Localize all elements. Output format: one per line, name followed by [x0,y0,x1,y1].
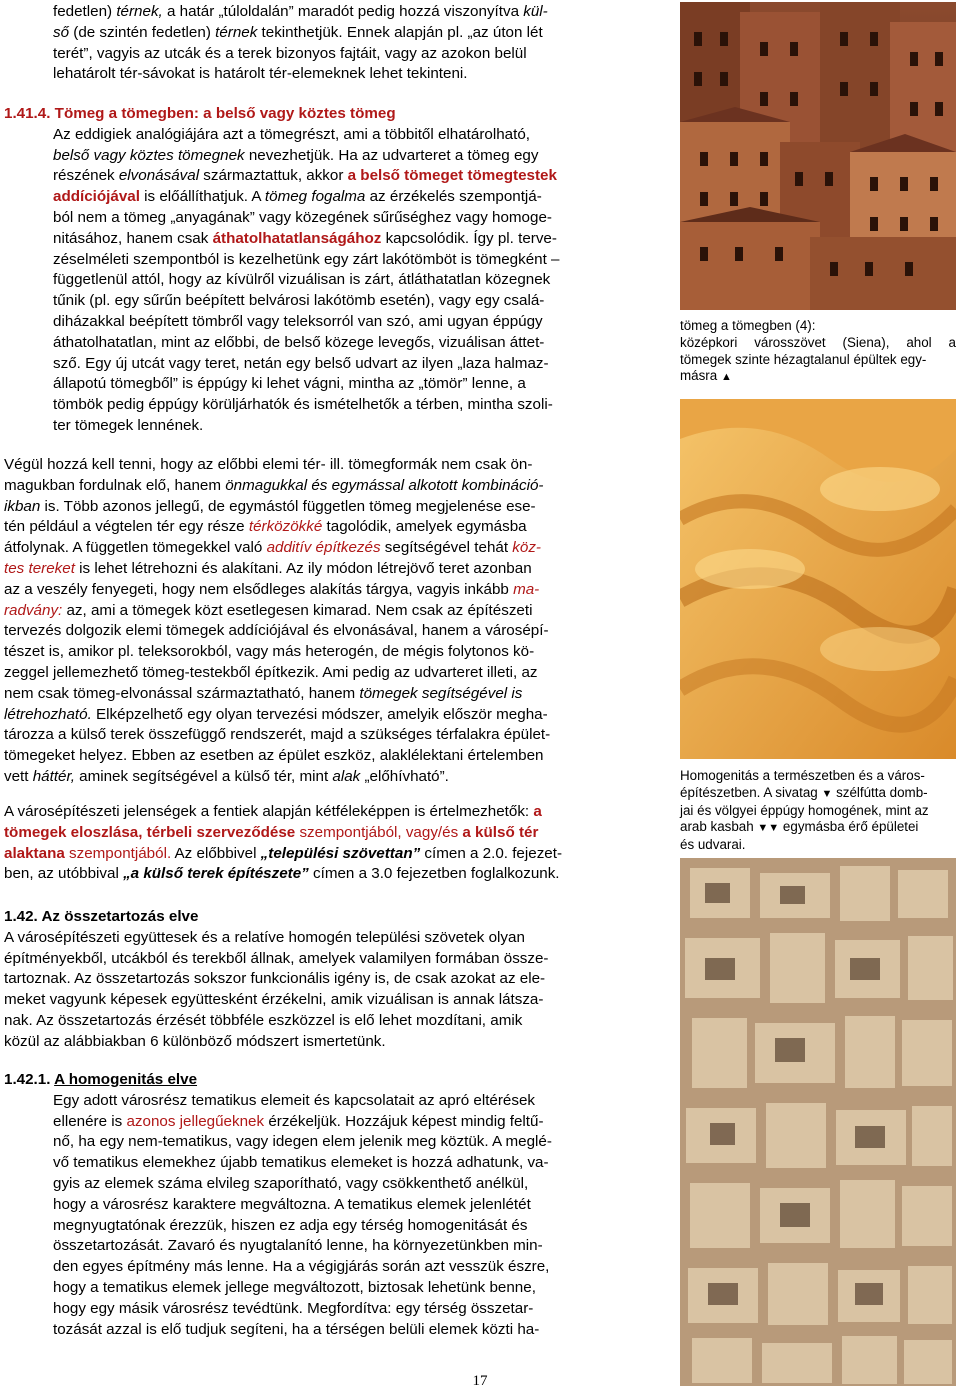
desert-dunes-photo [680,399,956,759]
triangle-down-icon: ▼ [821,787,833,800]
triangle-up-icon: ▲ [720,371,732,384]
paragraph-interpretation: A városépítészeti jelenségek a fentiek alapján kétféleképpen is értelmezhetők: a tömegek eloszlása, térbeli szerveződése szempontjából, vagy/és a külső tér alaktana szempontjából. Az előbbivel „települési szövettan” címen a 2.0. fejezet- ben, az utóbbival „a külső terek építészete” címen a 3.0 fejezetben foglalkozunk. [4,803,563,883]
double-triangle-down-icon: ▼▼ [757,822,780,835]
section-heading: 1.42. Az összetartozás elve [4,908,199,925]
section-1-42: 1.42. Az összetartozás elve A városépítészeti együttesek és a relatíve homogén települési szövetek olyan építményekből, utcákból és terekből állnak, amelyek valamilyen formában össze- tartoznak. Az összetartozás sokszor funkcionális igény is, de csak azokat az ele- meket vagyunk képesek együttesként érzékelni, amik vizuálisan is annak látsza- nak. Az összetartozás érzését többféle eszközzel is elő lehet mozdítani, amik közül az alábbiakban 6 különböző módszert ismertetünk. [4,907,656,1053]
section-1-42-1: 1.42.1. A homogenitás elve Egy adott városrész tematikus elemeit és kapcsolatait az apró eltérések ellenére is azonos jellegűeknek érzékeljük. Hozzájuk képest mindig feltű- nő, ha egy nem-tematikus, vagy idegen elem jelenik meg köztük. A meglé- vő tematikus elemekhez újabb tematikus elemeket is hozzá adhatunk, va- gyis az elemek száma elvileg szaporítható, vagy csökkenthető anélkül, hogy a városrész karaktere megváltozna. A tematikus elemek jelenlétét megnyugtatónak érezzük, hiszen ez adja egy térség homogenitását és összetartozását. Zavaró és nyugtalanító lenne, ha környezetünkben min- den egyes építmény más lenne. Ha a végigjárás során azt vesszük észre, hogy a tematikus elemek jellege megváltozott, biztosak lehetünk benne, hogy egy másik városrész tevédtünk. Megfordítva: egy térség összetar- tozását azzal is elő tudjuk segíteni, ha a térségen belüli elemek közti ha- [4,1070,656,1340]
caption-siena: tömeg a tömegben (4): középkori városszövet (Siena), ahol a tömegek szinte hézagtalanul épültek egy- másra ▲ [680,318,956,384]
section-1-41-4: 1.41.4. Tömeg a tömegben: a belső vagy köztes tömeg Az eddigiek analógiájára azt a tömegrészt, ami a többitől elhatárolható, belső vagy köztes tömegnek nevezhetjük. Ha az udvarteret a tömeg egy részének elvonásával származtattuk, akkor a belső tömeget tömegtestek addíciójával is előállíthatjuk. A tömeg fogalma az érzékelés szempontjá- ból nem a tömeg „anyagának” vagy közegének sűrűséghez vagy homoge- nitásához, hanem csak áthatolhatatlanságához kapcsolódik. Így pl. terve- zéselméleti szempontból is kezelhetünk egy zárt lakótömböt is tömegként – függetlenül attól, hogy az kívülről vizuálisan is zárt, átláthatatlan közegnek tűnik (pl. egy sűrűn beépített belvárosi lakótömb esetén), vagy egy csalá- diházakkal beépített tömbről vagy teleksorról van szó, ami ugyan éppúgy áthatolhatatlan, mint az előbbi, de belső közege levegős, vizuálisan áttet- sző. Egy új utcát vagy teret, netán egy belső udvart az ilyen „laza halmaz- állapotú tömegből” is éppúgy ki lehet vágni, mintha az „tömör” lenne, a tömbök pedig éppúgy körüljárhatók és ismételhetők a térben, mintha szoli- ter tömegek lennének. [4,104,656,437]
kasbah-photo [680,858,956,1386]
caption-homogeneity: Homogenitás a természetben és a város- építészetben. A sivatag ▼ szélfútta domb- jai és völgyei éppúgy homogének, mint az arab kasbah ▼▼ egymásba érő épületei és udvarai. [680,768,929,853]
section-heading: 1.42.1. A homogenitás elve [4,1071,198,1088]
paragraph-combinations: Végül hozzá kell tenni, hogy az előbbi elemi tér- ill. tömegformák nem csak ön- magukban fordulnak elő, hanem önmagukkal és egymással alkotott kombináció- ikban is. Több azonos jellegű, de egymástól független tömeg megjelenése ese- tén például a végtelen tér egy része térközökké tagolódik, amelyek egymásba átfolynak. A független tömegekkel való additív építkezés segítségével tehát köz- tes tereket is lehet létrehozni és alakítani. Az ily módon létrejövő teret azonban az a veszély fenyegeti, hogy nem elsődleges alakítás tárgya, vagyis inkább ma- radvány: az, ami a tömegek közt esetlegesen kimarad. Nem csak az építészeti tervezés dolgozik elemi tömegek addíciójával és elvonásával, hanem a városépí- tészet is, amikor pl. teleksorokból, vagy más heterogén, de mégis folytonos kö- zeggel jellemezhető tömeg-testekből építkezik. Ami pedig az udvarteret illeti, az nem csak tömeg-elvonással származtatható, hanem tömegek segítségével is létrehozható. Elképzelhető egy olyan tervezési módszer, amelyik először megha- tározza a külső terek összefüggő rendszerét, majd a szükséges térfalakra épület- tömegeket helyez. Ebben az esetben az épület eszköz, alaklélektani értelemben vett háttér, aminek segítségével a külső tér, mint alak „előhívható”. [4,456,551,785]
page-number: 17 [472,1373,488,1389]
intro-paragraph: fedetlen) térnek, a határ „túloldalán” maradót pedig hozzá viszonyítva kül- ső (de szintén fedetlen) térnek tekinthetjük. Ennek alapján pl. „az úton lét terét”, vagyis az utcák és a terek bizonyos fajtáit, vagy az azokon belül lehatárolt tér-sávokat is határolt tér-elemeknek lehet tekinteni. [53,3,548,83]
section-heading: 1.41.4. Tömeg a tömegben: a belső vagy köztes tömeg [4,105,396,122]
siena-photo [680,2,956,310]
